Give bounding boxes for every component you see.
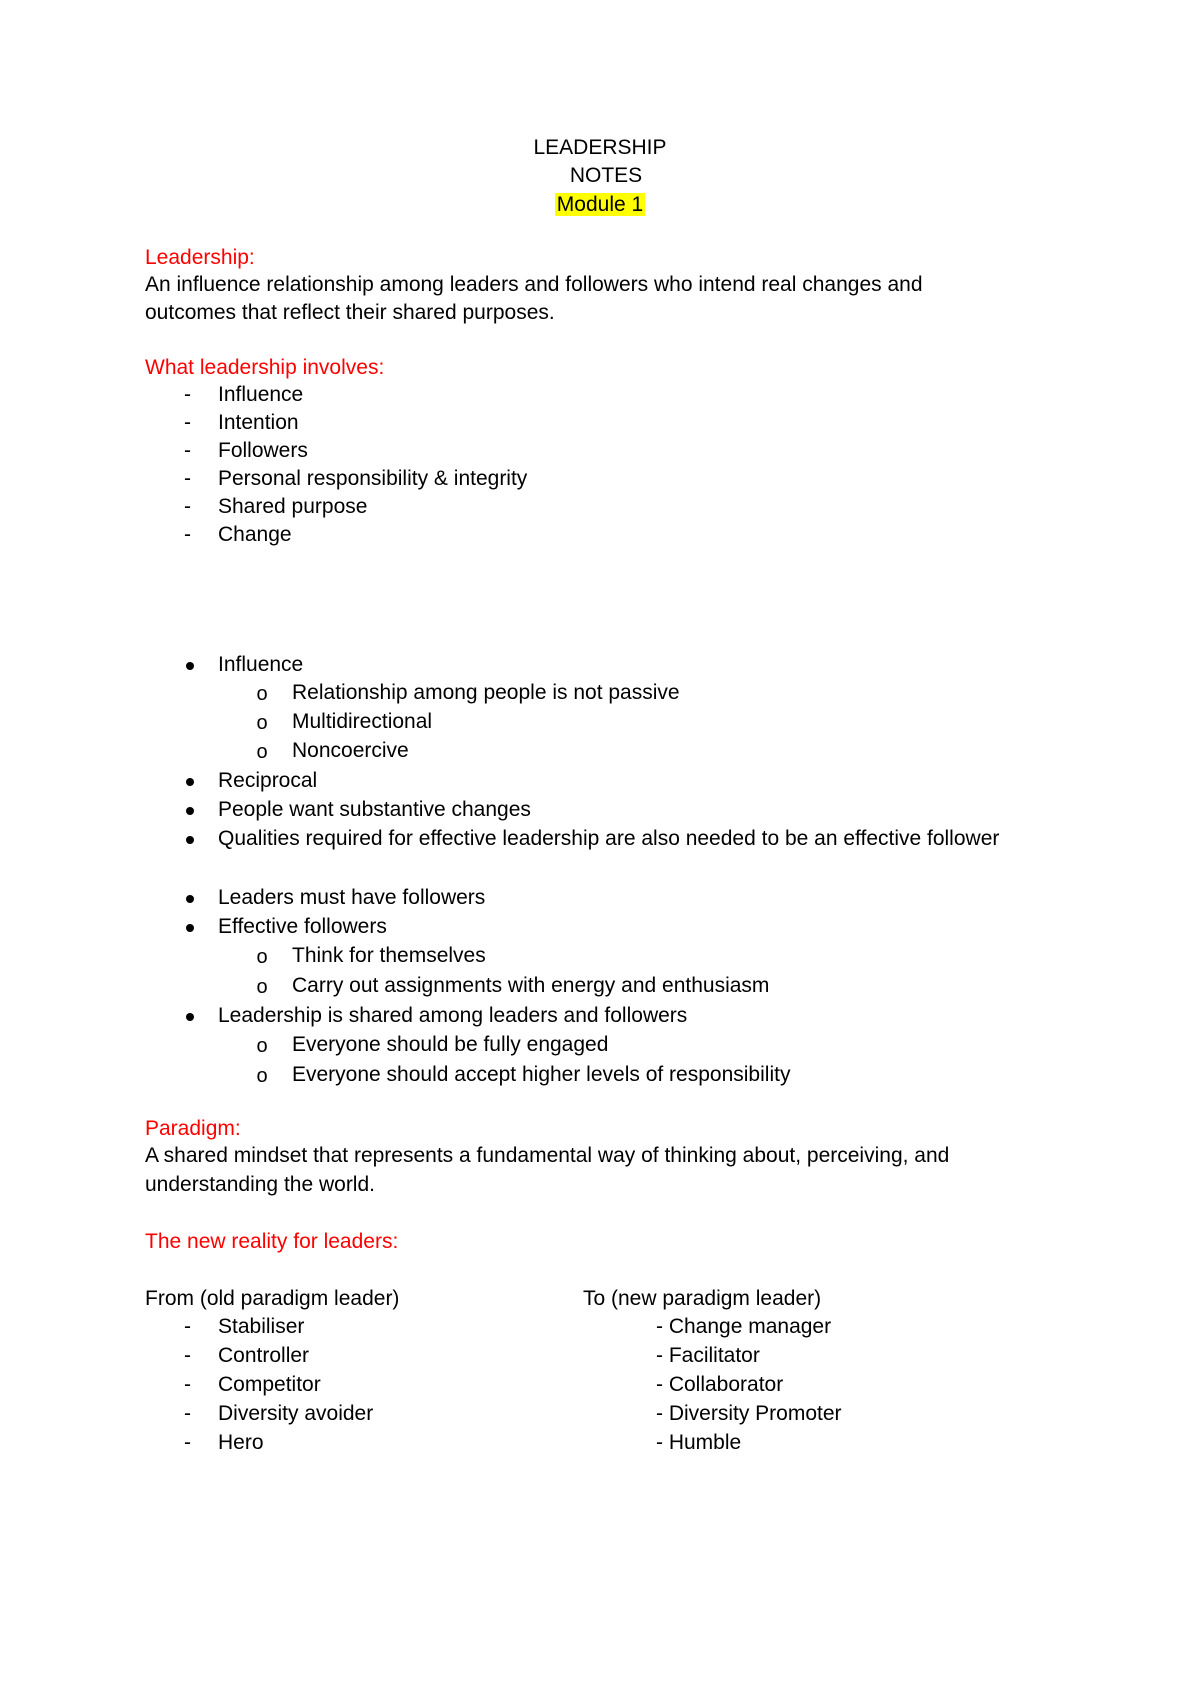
new-reality-heading: The new reality for leaders: [145,1230,399,1253]
list-item: Effective followers [218,915,387,938]
circle-bullet-icon: o [256,946,268,968]
list-item: - Change manager [656,1315,832,1338]
dash-marker: - [184,467,191,490]
list-item: Competitor [218,1373,321,1396]
leadership-definition-line2: outcomes that reflect their shared purposes. [145,301,555,324]
circle-bullet-icon: o [256,741,268,763]
list-item: Leadership is shared among leaders and followers [218,1004,688,1027]
dash-marker: - [184,1344,191,1367]
document-title: LEADERSHIP [533,136,667,159]
circle-bullet-icon: o [256,1065,268,1087]
sub-list-item: Carry out assignments with energy and enthusiasm [292,974,770,997]
dash-marker: - [184,411,191,434]
paradigm-definition-line1: A shared mindset that represents a fundamental way of thinking about, perceiving, and [145,1144,950,1167]
circle-bullet-icon: o [256,712,268,734]
paradigm-definition-line2: understanding the world. [145,1173,375,1196]
circle-bullet-icon: o [256,976,268,998]
list-item: - Diversity Promoter [656,1402,842,1425]
bullet-icon [186,1013,194,1021]
sub-list-item: Everyone should accept higher levels of responsibility [292,1063,791,1086]
circle-bullet-icon: o [256,1035,268,1057]
list-item: - Humble [656,1431,742,1454]
list-item: Personal responsibility & integrity [218,467,528,490]
list-item: Followers [218,439,308,462]
module-label [0,190,1200,220]
list-item: People want substantive changes [218,798,531,821]
leadership-definition-line1: An influence relationship among leaders and followers who intend real changes and [145,273,923,296]
sub-list-item: Everyone should be fully engaged [292,1033,609,1056]
bullet-icon [186,836,194,844]
dash-marker: - [184,1402,191,1425]
bullet-icon [186,807,194,815]
list-item: Influence [218,653,304,676]
list-item: Change [218,523,292,546]
dash-marker: - [184,1315,191,1338]
list-item: Shared purpose [218,495,368,518]
circle-bullet-icon: o [256,683,268,705]
sub-list-item: Relationship among people is not passive [292,681,680,704]
list-item: - Facilitator [656,1344,760,1367]
sub-list-item: Noncoercive [292,739,409,762]
from-column-header: From (old paradigm leader) [145,1287,400,1310]
list-item: Qualities required for effective leadership are also needed to be an effective follower [218,827,1000,850]
list-item: Diversity avoider [218,1402,374,1425]
leadership-heading: Leadership: [145,246,255,269]
bullet-icon [186,662,194,670]
list-item: Controller [218,1344,310,1367]
dash-marker: - [184,439,191,462]
paradigm-heading: Paradigm: [145,1117,241,1140]
dash-marker: - [184,1373,191,1396]
involves-heading: What leadership involves: [145,356,385,379]
dash-marker: - [184,523,191,546]
document-subtitle: NOTES [569,164,643,187]
bullet-icon [186,895,194,903]
list-item: Stabiliser [218,1315,305,1338]
sub-list-item: Multidirectional [292,710,433,733]
list-item: Leaders must have followers [218,886,486,909]
list-item: Hero [218,1431,264,1454]
list-item: Intention [218,411,299,434]
dash-marker: - [184,383,191,406]
sub-list-item: Think for themselves [292,944,486,967]
module-highlight: Module 1 [556,193,644,216]
list-item: Influence [218,383,304,406]
dash-marker: - [184,1431,191,1454]
to-column-header: To (new paradigm leader) [583,1287,822,1310]
bullet-icon [186,778,194,786]
dash-marker: - [184,495,191,518]
list-item: - Collaborator [656,1373,784,1396]
bullet-icon [186,924,194,932]
list-item: Reciprocal [218,769,318,792]
